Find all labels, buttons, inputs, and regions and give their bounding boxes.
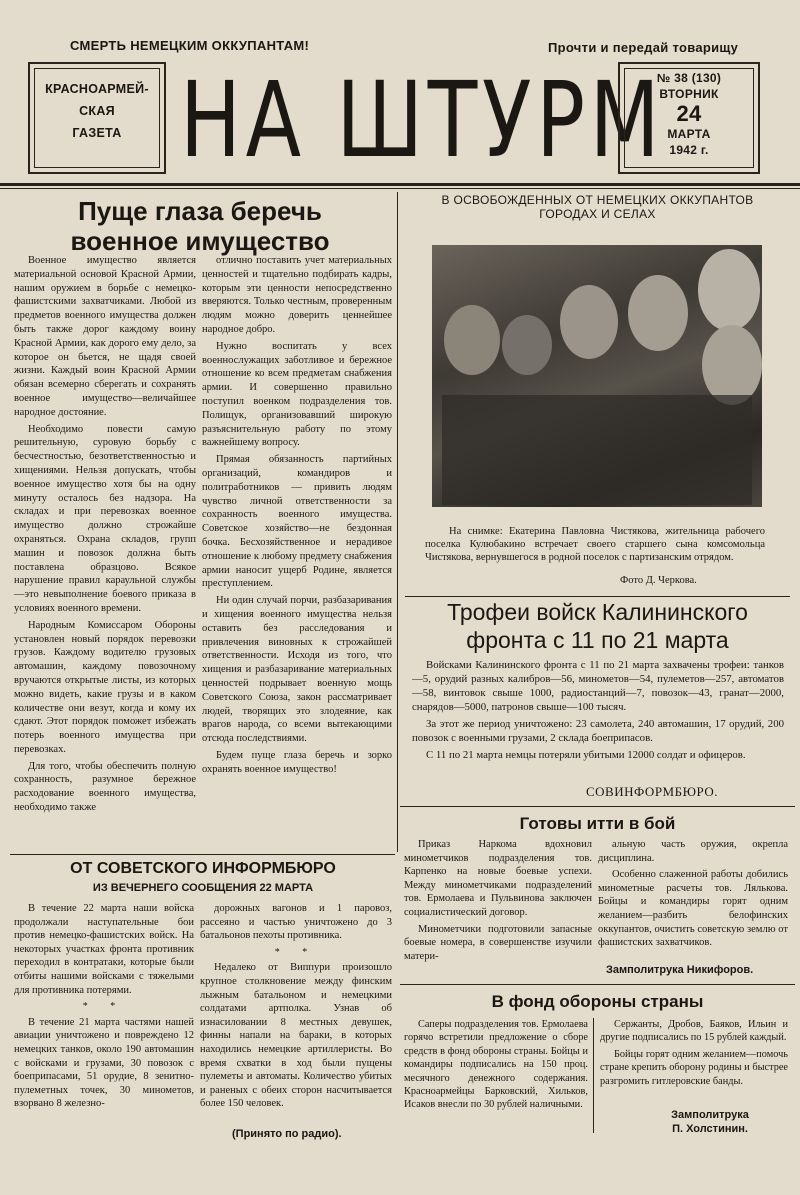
informburo-note: (Принято по радио). bbox=[232, 1128, 342, 1140]
slogan-left: СМЕРТЬ НЕМЕЦКИМ ОККУПАНТАМ! bbox=[70, 38, 310, 53]
trophies-title-line2: фронта с 11 по 21 марта bbox=[466, 627, 729, 653]
ready-paragraph: Особенно слаженной работы добились минометные расчеты тов. Лялькова. Бойцы и командиры горят одним желанием—разбить белофинских оккупантов, очистить советскую землю от фашистских захватчиков. bbox=[598, 869, 788, 949]
news-photo bbox=[432, 245, 762, 507]
trophies-signature: СОВИНФОРМБЮРО. bbox=[586, 784, 718, 799]
editorial-title-line1: Пуще глаза беречь bbox=[78, 196, 322, 226]
issue-box bbox=[618, 62, 760, 174]
fund-paragraph: Сержанты, Дробов, Баяков, Ильин и другие подписались по 15 рублей каждый. bbox=[600, 1019, 788, 1044]
editorial-paragraph: Необходимо повести самую решительную, суровую борьбу с бесчестностью, безответственностью и хищениями. Нельзя допускать, чтобы военное имущество хотя бы на одну минуту осталось без надзора. На складах и при перевозках военное имущество должно строжайше охраняться. Охрана складов, групп машин и повозок должна быть поставлена образцово. Всякое нарушение правил караульной службы—это невыполнение боевого приказа в условиях военного времени. bbox=[14, 423, 196, 614]
fund-column-1 bbox=[404, 1018, 588, 1115]
ready-paragraph: Минометчики подготовили запасные боевые номера, в совершенстве изучили матери- bbox=[404, 923, 592, 962]
photo-heading-line2: ГОРОДАХ И СЕЛАХ bbox=[539, 207, 656, 221]
informburo-paragraph: Недалеко от Виппури произошло крупное столкновение между финским лыжным батальоном и немецкими солдатами артполка. Узнав об изнасиловании 8 местных девушек, финны напали на бараки, в которых находились немецкие артиллеристы. Во время схватки в ход были пущены пулеметы и автоматы. Количество убитых и раненых с обеих сторон насчитывается более 150 человек. bbox=[200, 962, 392, 1110]
editorial-paragraph: Будем пуще глаза беречь и зорко охранять военное имущество! bbox=[202, 749, 392, 775]
editorial-title-line2: военное имущество bbox=[70, 226, 330, 256]
fund-column-divider bbox=[593, 1018, 594, 1133]
fund-signature-line2: П. Холстинин. bbox=[672, 1123, 748, 1135]
publication-type-line1: КРАСНОАРМЕЙ- bbox=[45, 82, 149, 96]
trophies-body bbox=[412, 658, 784, 765]
publication-type-line3: ГАЗЕТА bbox=[72, 126, 122, 140]
publication-type-box bbox=[28, 62, 166, 174]
trophies-title bbox=[405, 598, 790, 654]
trophies-title-line1: Трофеи войск Калининского bbox=[447, 599, 748, 625]
trophies-paragraph: С 11 по 21 марта немцы потеряли убитыми 12000 солдат и офицеров. bbox=[426, 749, 746, 761]
editorial-paragraph: Военное имущество является материальной основой Красной Армии, нашим оружием в борьбе с немецко-фашистскими захватчиками. Любой из предметов военного имущества должен быть также дорог каждому воину Красной Армии, как дорого ему дело, за которое он бьется, не щадя своей жизни. Каждый воин Красной Армии обязан всемерно сберегать и сохранять военное имущество—величайшее народное достояние. bbox=[14, 255, 196, 418]
photo-heading-line1: В ОСВОБОЖДЕННЫХ ОТ НЕМЕЦКИХ ОККУПАНТОВ bbox=[441, 193, 754, 207]
editorial-column-1 bbox=[14, 254, 196, 818]
ready-column-1 bbox=[404, 838, 592, 966]
header-divider bbox=[0, 183, 800, 186]
fund-signature-line1: Замполитрука bbox=[671, 1109, 749, 1121]
editorial-title bbox=[20, 196, 380, 256]
ready-divider bbox=[400, 984, 795, 985]
editorial-paragraph: Народным Комиссаром Обороны установлен новый порядок перевозки грузов. Каждому водителю грузовых автомашин, каждому повозочному вручаются открытые листы, из которых можно видеть, какие грузы и в каком количестве они везут, когда и кому их сдают. Этот порядок поможет избежать потерь военного имущества при перевозках. bbox=[14, 619, 196, 755]
editorial-paragraph: отлично поставить учет материальных ценностей и тщательно подбирать кадры, которым эти ценности непосредственно вверяются. Только честным, проверенным людям можно доверить ценнейшее народное добро. bbox=[202, 255, 392, 335]
informburo-paragraph: В течение 22 марта наши войска продолжали наступательные бои против немецко-фашистских войск. На некоторых участках фронта противник переходил в контратаки, которые были отбиты нашими войсками с тяжелыми для противника потерями. bbox=[14, 903, 194, 996]
fund-paragraph: Саперы подразделения тов. Ермолаева горячо встретили предложение о сборе средств в фонд обороны страны. Бойцы и командиры подписались на 150 проц. месячного денежного содержания. Красноармейцы Барковский, Хильков, Исаков внесли по 30 рублей наличными. bbox=[404, 1019, 588, 1111]
issue-month: МАРТА bbox=[667, 127, 711, 141]
informburo-column-1 bbox=[14, 902, 194, 1114]
editorial-column-2 bbox=[202, 254, 392, 779]
fund-paragraph: Бойцы горят одним желанием—помочь стране крепить оборону родины и быстрее разгромить гитлеровские банды. bbox=[600, 1048, 788, 1087]
trophies-divider bbox=[400, 806, 795, 807]
slogan-right: Прочти и передай товарищу bbox=[548, 40, 739, 55]
ready-paragraph: Приказ Наркома вдохновил минометчиков подразделения тов. Карпенко на новые боевые успехи. Между минометчиками подразделений тов. Ермолаева и Пульвинова заключен социалистический договор. bbox=[404, 839, 592, 918]
informburo-paragraph: В течение 21 марта частями нашей авиации уничтожено и повреждено 12 немецких танков, около 190 автомашин с войсками и грузами, 30 повозок с боеприпасами, 51 орудие, 8 зенитно-пулеметных точек, 30 минометов, взорвано 8 железно- bbox=[14, 1016, 194, 1110]
informburo-title: ОТ СОВЕТСКОГО ИНФОРМБЮРО bbox=[70, 860, 336, 877]
informburo-top-divider bbox=[10, 854, 395, 855]
editorial-paragraph: Прямая обязанность партийных организаций, командиров и политработников — привить людям чувство личной ответственности за сохранность военного имущества. Советское хозяйство—не бездонная бочка. Бесхозяйственное и нерадивое отношение к любому предмету снабжения армии наносит ущерб Родине, является преступлением. bbox=[202, 454, 392, 590]
photo-divider bbox=[405, 596, 790, 597]
publication-type-line2: СКАЯ bbox=[79, 104, 115, 118]
ready-signature: Замполитрука Никифоров. bbox=[606, 964, 754, 976]
column-divider bbox=[397, 192, 398, 852]
informburo-separator-2: * * bbox=[274, 946, 318, 958]
editorial-paragraph: Нужно воспитать у всех военнослужащих заботливое и бережное отношение ко всем предметам снабжения армии. И совершенно правильно поступил военком подразделения тов. Полищук, организовавший широкую разъяснительную работу по этому важнейшему вопросу. bbox=[202, 340, 392, 449]
photo-caption: На снимке: Екатерина Павловна Чистякова, жительница рабочего поселка Кулюбакино встречает своего старшего сына комсомольца Чистякова, вернувшегося в родной поселок с партизанским отрядом. bbox=[425, 526, 765, 563]
editorial-paragraph: Ни один случай порчи, разбазаривания и хищения военного имущества нельзя оставить без расследования и привлечения виновных к строжайшей ответственности. Исходя из того, что хищения и разбазаривание материальных ценностей подрывает военную мощь Советского Союза, закон рассматривает людей, творящих это злодеяние, как врагов народа, со всеми вытекающими отсюда последствиями. bbox=[202, 595, 392, 745]
issue-weekday: ВТОРНИК bbox=[659, 87, 719, 101]
issue-day: 24 bbox=[676, 101, 702, 126]
issue-year: 1942 г. bbox=[669, 143, 709, 157]
ready-column-2 bbox=[598, 838, 788, 953]
informburo-paragraph: дорожных вагонов и 1 паровоз, рассеяно и частью уничтожено до 3 батальонов пехоты противника. bbox=[200, 903, 392, 942]
fund-signature bbox=[650, 1108, 770, 1136]
informburo-separator: * * bbox=[82, 1001, 126, 1013]
informburo-column-2 bbox=[200, 902, 392, 1114]
trophies-paragraph: Войсками Калининского фронта с 11 по 21 марта захвачены трофеи: танков—5, орудий разных калибров—56, минометов—54, пулеметов—257, автоматов—58, винтовок свыше 1000, радиостанций—7, повозок—43, гранат—2000, снарядов—5000, патронов свыше—100 тысяч. bbox=[412, 659, 784, 713]
ready-title: Готовы итти в бой bbox=[519, 814, 676, 833]
masthead-title: НА ШТУРМ bbox=[180, 59, 665, 181]
ready-paragraph: альную часть оружия, окрепла дисциплина. bbox=[598, 839, 788, 864]
photo-credit: Фото Д. Черкова. bbox=[620, 575, 697, 586]
informburo-subtitle: ИЗ ВЕЧЕРНЕГО СООБЩЕНИЯ 22 МАРТА bbox=[92, 882, 314, 894]
header-divider-thin bbox=[0, 188, 800, 189]
fund-title: В фонд обороны страны bbox=[491, 992, 704, 1011]
fund-column-2 bbox=[600, 1018, 788, 1091]
issue-number: № 38 (130) bbox=[656, 71, 722, 85]
trophies-paragraph: За этот же период уничтожено: 23 самолета, 240 автомашин, 17 орудий, 200 повозок с военными грузами, 2 склада боеприпасов. bbox=[412, 718, 784, 744]
photo-section-heading bbox=[405, 193, 790, 221]
editorial-paragraph: Для того, чтобы обеспечить полную сохранность, разумное бережное расходование военного имущества, необходимо также bbox=[14, 760, 196, 814]
